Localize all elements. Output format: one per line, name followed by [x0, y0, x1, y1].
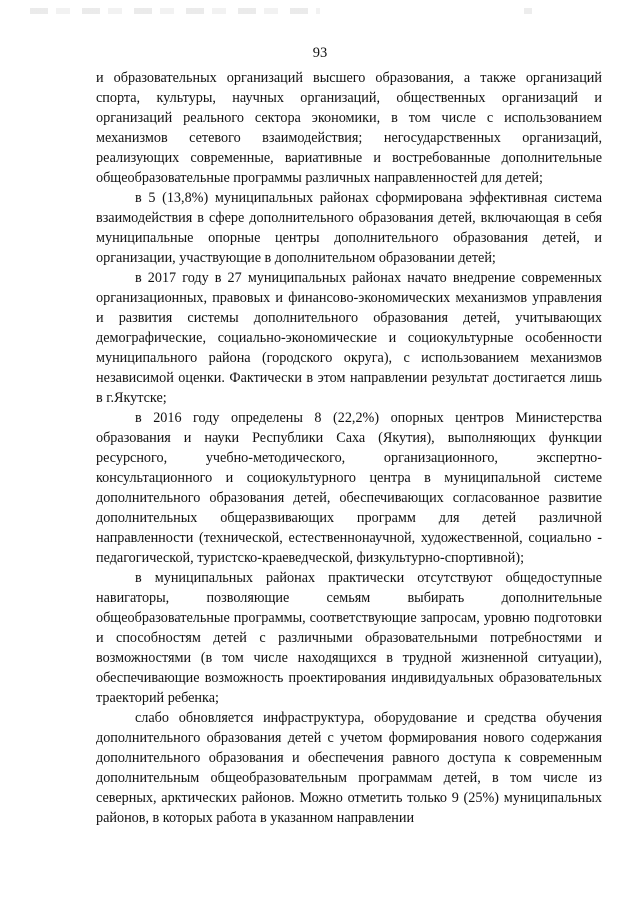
scan-header-artifact — [30, 8, 320, 14]
paragraph-system-interaction: в 5 (13,8%) муниципальных районах сформирована эффективная система взаимодействия в сфере дополнительного образования детей, включающая в себя муниципальные опорные центры дополнительного образования детей, и организации, участвующие в дополнительном образовании детей; — [96, 190, 602, 266]
paragraph-navigators: в муниципальных районах практически отсутствуют общедоступные навигаторы, позволяющие семьям выбирать дополнительные общеобразовательные программы, соответствующие запросам, уровню подготовки и способностям детей с различными образовательными потребностями и возможностями (в том числе находящихся в трудной жизненной ситуации), обеспечивающие возможность проектирования индивидуальных образовательных траекторий ребенка; — [96, 570, 602, 706]
paragraph-infrastructure: слабо обновляется инфраструктура, оборудование и средства обучения дополнительного образования детей с учетом формирования нового содержания дополнительного образования и обеспечения равного доступа к современным дополнительным общеобразовательным программам детей, в том числе из северных, арктических районов. Можно отметить только 9 (25%) муниципальных районов, в которых работа в указанном направлении — [96, 710, 602, 826]
scan-mark-artifact — [524, 8, 532, 14]
paragraph-support-centers-2016: в 2016 году определены 8 (22,2%) опорных центров Министерства образования и науки Республики Саха (Якутия), выполняющих функции ресурсного, учебно-методического, организационного, экспертно-консультационного и социокультурного центра в муниципальной системе дополнительного образования детей, обеспечивающих согласованное развитие дополнительных общеразвивающих программ для детей различной направленности (технической, естественнонаучной, художественной, социально - педагогической, туристско-краеведческой, физкультурно-спортивной); — [96, 410, 602, 566]
page-number: 93 — [312, 45, 328, 61]
document-body — [96, 68, 602, 828]
paragraph-continuation: и образовательных организаций высшего образования, а также организаций спорта, культуры, научных организаций, общественных организаций и организаций реального сектора экономики, в том числе с использованием механизмов сетевого взаимодействия; негосударственных организаций, реализующих современные, вариативные и востребованные дополнительные общеобразовательные программы различных направленностей для детей; — [96, 70, 602, 186]
paragraph-mechanisms-2017: в 2017 году в 27 муниципальных районах начато внедрение современных организационных, правовых и финансово-экономических механизмов управления и развития системы дополнительного образования детей, учитывающих демографические, социально-экономические и социокультурные особенности муниципального района (городского округа), с использованием механизмов независимой оценки. Фактически в этом направлении результат достигается лишь в г.Якутске; — [96, 270, 602, 406]
